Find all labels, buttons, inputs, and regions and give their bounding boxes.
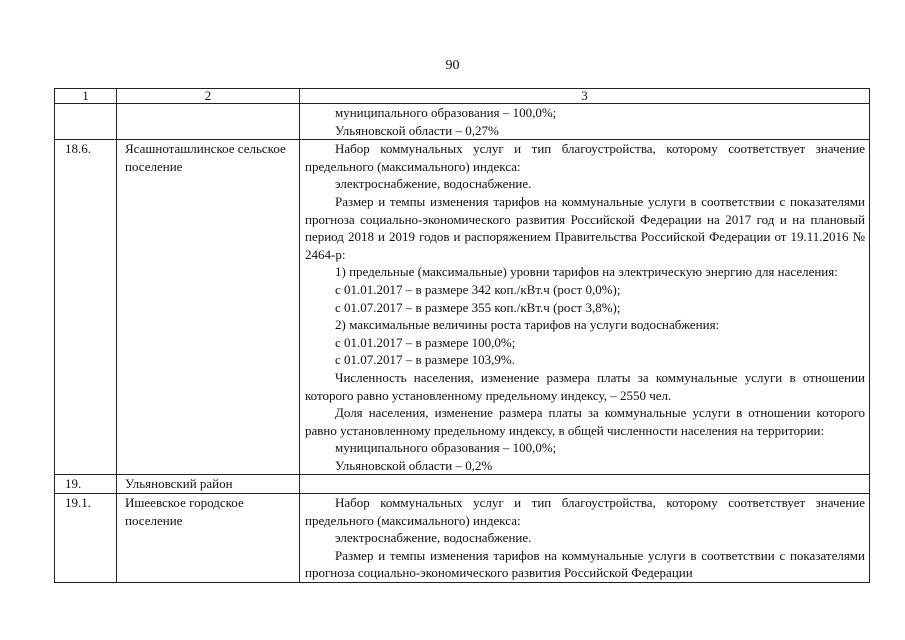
table-row — [55, 140, 870, 475]
table-row — [55, 104, 870, 140]
description-paragraph: 2) максимальные величины роста тарифов на услуги водоснабжения: — [335, 317, 720, 333]
description-paragraph: Доля населения, изменение размера платы за коммунальные услуги в отношении которого равно установленному предельному индексу, в общей численности населения на территории: — [305, 405, 865, 438]
description-paragraph: 1) предельные (максимальные) уровни тарифов на электрическую энергию для населения: — [335, 264, 838, 280]
description-paragraph: Размер и темпы изменения тарифов на коммунальные услуги в соответствии с показателями прогноза социально-экономического развития Российской Федерации на 2017 год и на плановый период 2018 и 2019 годов и распоряжением Правительства Российской Федерации от 19.11.2016 № 2464-р: — [305, 193, 865, 262]
description-paragraph: Набор коммунальных услуг и тип благоустройства, которому соответствует значение предельного (максимального) индекса: — [305, 141, 865, 174]
description-paragraph: с 01.01.2017 – в размере 100,0%; — [335, 334, 516, 350]
description-paragraph: с 01.07.2017 – в размере 355 коп./кВт.ч (рост 3,8%); — [335, 299, 621, 315]
row-number: 18.6. — [55, 140, 117, 475]
tariff-description — [300, 140, 870, 475]
municipality-name — [117, 104, 300, 140]
description-paragraph: электроснабжение, водоснабжение. — [335, 530, 532, 546]
description-paragraph: электроснабжение, водоснабжение. — [335, 176, 532, 192]
description-paragraph: Размер и темпы изменения тарифов на коммунальные услуги в соответствии с показателями прогноза социально-экономического развития Российской Федерации — [305, 547, 865, 581]
municipality-name: Ишеевское городское поселение — [117, 494, 300, 583]
table-row — [55, 475, 870, 494]
description-paragraph: муниципального образования – 100,0%; — [335, 105, 557, 120]
description-paragraph: муниципального образования – 100,0%; — [335, 440, 557, 456]
column-header-3: 3 — [300, 89, 870, 104]
description-paragraph: с 01.07.2017 – в размере 103,9%. — [335, 352, 515, 368]
table-header-row — [55, 89, 870, 104]
tariff-description — [300, 104, 870, 140]
column-header-1: 1 — [55, 89, 117, 104]
table-row — [55, 494, 870, 583]
tariff-table — [54, 88, 870, 583]
tariff-description — [300, 494, 870, 583]
page-number: 90 — [445, 58, 460, 73]
description-paragraph: Ульяновской области – 0,2% — [335, 457, 493, 473]
row-number: 19.1. — [55, 494, 117, 583]
description-paragraph: Численность населения, изменение размера платы за коммунальные услуги в отношении которого равно установленному предельному индексу, – 2550 чел. — [305, 369, 865, 403]
description-paragraph: Ульяновской области – 0,27% — [335, 122, 499, 138]
column-header-2: 2 — [117, 89, 300, 104]
description-paragraph: с 01.01.2017 – в размере 342 коп./кВт.ч (рост 0,0%); — [335, 281, 621, 297]
tariff-description — [300, 475, 870, 494]
row-number: 19. — [55, 475, 117, 494]
municipality-name: Ясашноташлинское сельское поселение — [117, 140, 300, 475]
row-number — [55, 104, 117, 140]
municipality-name: Ульяновский район — [117, 475, 300, 494]
description-paragraph: Набор коммунальных услуг и тип благоустройства, которому соответствует значение предельного (максимального) индекса: — [305, 495, 865, 528]
